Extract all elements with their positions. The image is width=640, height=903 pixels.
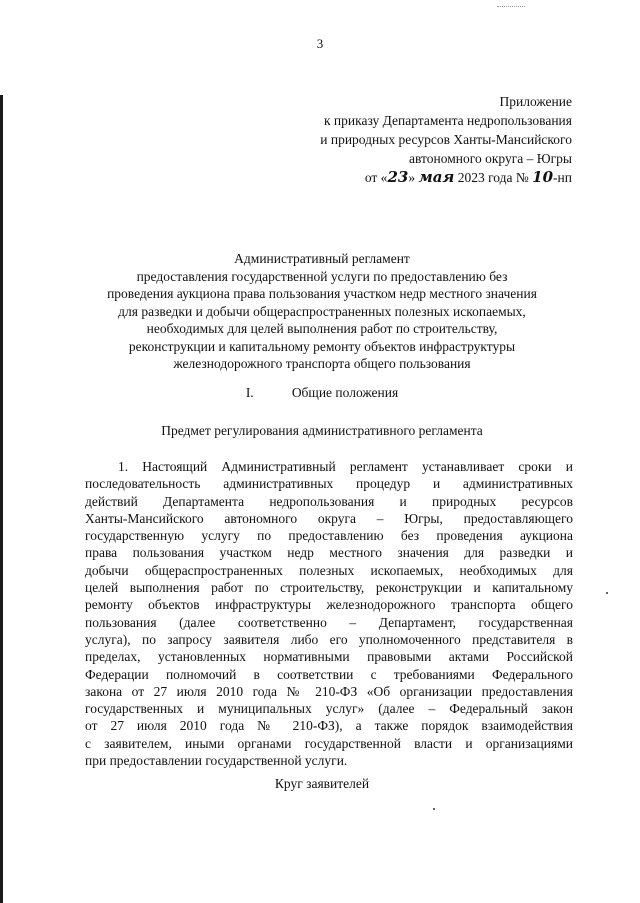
paragraph-line: целей выполнения работ по строительству, реконструкции и капитальному	[85, 580, 573, 596]
appendix-region: автономного округа – Югры	[409, 151, 572, 166]
paragraph-line: закона от 27 июля 2010 года № 210-ФЗ «Об организации предоставления	[85, 683, 573, 699]
section-number: I.	[245, 385, 254, 400]
title-line: для разведки и добычи общераспространенных полезных ископаемых,	[118, 303, 526, 319]
section-title: Общие положения	[291, 385, 399, 400]
paragraph-line: услуга), по запросу заявителя либо его уполномоченного представителя в	[85, 631, 573, 647]
body-paragraph	[85, 458, 573, 769]
title-line: реконструкции и капитальному ремонту объектов инфраструктуры	[128, 338, 516, 354]
title-line: железнодорожного транспорта общего пользования	[173, 356, 471, 371]
appendix-department: и природных ресурсов Ханты-Мансийского	[320, 132, 572, 147]
paragraph-line: Ханты-Мансийского автономного округа – Югры, предоставляющего	[85, 510, 573, 526]
paragraph-line: при предоставлении государственной услуги.	[85, 753, 348, 769]
paragraph-line: 1. Настоящий Административный регламент устанавливает сроки и	[118, 459, 573, 474]
handwritten-order-number: 10	[532, 168, 554, 186]
handwritten-day: 23	[387, 168, 409, 186]
scan-artifact	[497, 6, 525, 11]
paragraph-line: от 27 июля 2010 года № 210-ФЗ), а также порядок взаимодействия	[85, 718, 573, 734]
appendix-header	[232, 92, 572, 187]
page-number: 3	[316, 36, 324, 51]
paragraph-line: государственных и муниципальных услуг» (далее – Федеральный закон	[85, 701, 573, 717]
paragraph-line: Федерации полномочий в соответствии с требованиями Федерального	[85, 666, 573, 682]
date-prefix: от «	[364, 170, 388, 185]
order-suffix: -нп	[553, 170, 572, 185]
paragraph-line: права пользования участком недр местного значения для разведки и	[85, 545, 573, 561]
paragraph-line: государственную услугу по предоставлению без проведения аукциона	[85, 528, 573, 544]
date-mid: »	[408, 170, 419, 185]
paragraph-line: пользования (далее соответственно – Департамент, государственная	[85, 614, 573, 630]
date-year: 2023 года №	[454, 170, 533, 185]
document-title	[70, 250, 574, 373]
paragraph-line: действий Департамента недропользования и природных ресурсов	[85, 493, 573, 509]
paragraph-line: последовательность административных процедур и административных	[85, 476, 573, 492]
title-line: необходимых для целей выполнения работ по строительству,	[146, 321, 498, 336]
paragraph-line: добычи общераспространенных полезных ископаемых, необходимых для	[85, 562, 573, 578]
appendix-order-ref: к приказу Департамента недропользования	[323, 113, 572, 128]
scan-edge-shadow	[0, 95, 3, 903]
subsection-heading-applicants: Круг заявителей	[274, 776, 370, 791]
handwritten-month: мая	[418, 168, 455, 186]
section-heading	[70, 385, 574, 401]
paragraph-line: с заявителем, иными органами государственной власти и организациями	[85, 735, 573, 751]
scan-speck	[433, 808, 435, 810]
title-line: предоставления государственной услуги по предоставлению без	[136, 268, 508, 284]
paragraph-line: ремонту объектов инфраструктуры железнодорожного транспорта общего	[85, 597, 573, 613]
paragraph-line: пределах, установленных нормативными правовыми актами Российской	[85, 649, 573, 665]
appendix-date-line	[232, 168, 572, 187]
appendix-label: Приложение	[499, 94, 572, 109]
subsection-heading: Предмет регулирования административного регламента	[161, 423, 483, 438]
title-line: проведения аукциона права пользования участком недр местного значения	[107, 286, 537, 301]
scan-speck	[606, 592, 608, 594]
title-line: Административный регламент	[234, 251, 410, 266]
